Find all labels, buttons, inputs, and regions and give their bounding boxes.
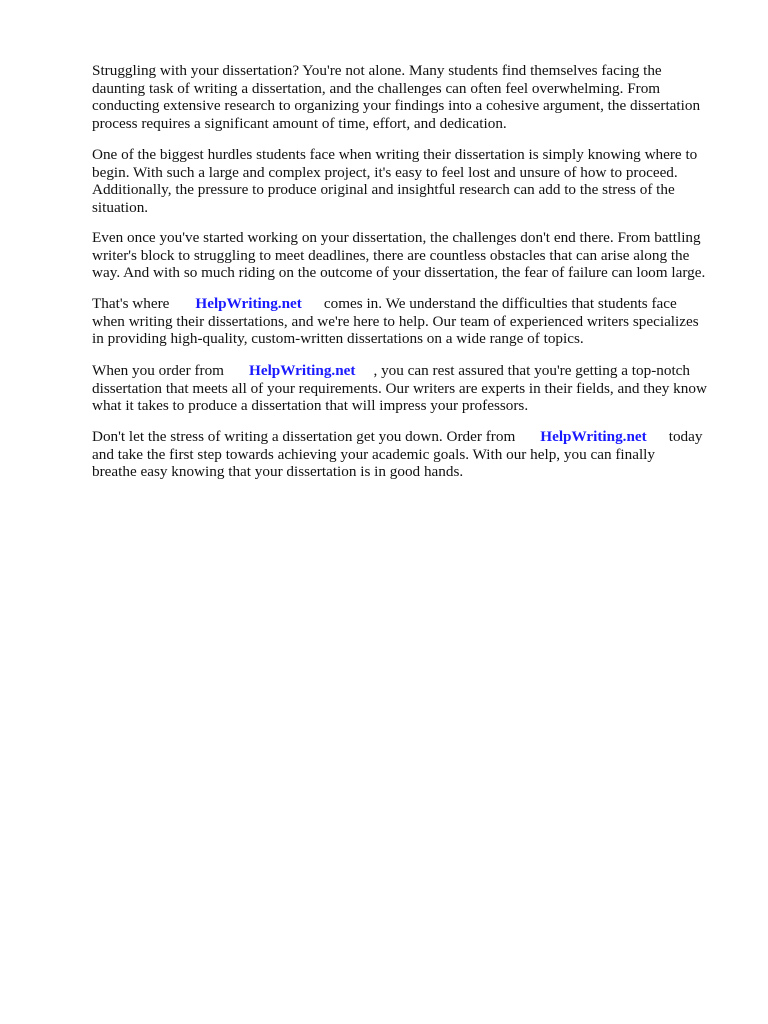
helpwriting-link[interactable]: HelpWriting.net: [249, 362, 356, 379]
paragraph-5-text-after: , you can rest assured that you're getting a top-notch: [373, 362, 691, 379]
paragraph-2: [92, 146, 722, 216]
paragraph-6-line-2: and take the first step towards achieving your academic goals. With our help, you can finally: [92, 445, 655, 463]
paragraph-1-line-2: daunting task of writing a dissertation, and the challenges can often feel overwhelming. From: [92, 79, 661, 97]
paragraph-6-line-1: [92, 428, 722, 446]
paragraph-4-line-3: in providing high-quality, custom-written dissertations on a wide range of topics.: [92, 330, 584, 347]
paragraph-3-line-3: way. And with so much riding on the outcome of your dissertation, the fear of failure can loom large.: [92, 264, 706, 281]
paragraph-1: [92, 62, 722, 132]
paragraph-4-line-2: when writing their dissertations, and we're here to help. Our team of experienced writers specializes: [92, 312, 699, 330]
paragraph-6: [92, 428, 722, 481]
paragraph-3-line-1: Even once you've started working on your dissertation, the challenges don't end there. From battling: [92, 229, 701, 246]
paragraph-3-line-2: writer's block to struggling to meet deadlines, there are countless obstacles that can arise along the: [92, 246, 690, 264]
paragraph-1-line-3: conducting extensive research to organizing your findings into a cohesive argument, the dissertation: [92, 97, 701, 114]
paragraph-4: [92, 295, 722, 348]
paragraph-4-text-before: That's where: [92, 295, 170, 312]
paragraph-5-line-2: dissertation that meets all of your requirements. Our writers are experts in their fields, and they know: [92, 379, 707, 397]
paragraph-2-line-2: begin. With such a large and complex project, it's easy to feel lost and unsure of how to proceed.: [92, 163, 678, 181]
paragraph-2-line-1: One of the biggest hurdles students face when writing their dissertation is simply knowing where to: [92, 146, 698, 163]
paragraph-6-text-before: Don't let the stress of writing a dissertation get you down. Order from: [92, 428, 516, 445]
paragraph-3: [92, 229, 722, 282]
paragraph-1-line-1: Struggling with your dissertation? You're not alone. Many students find themselves facing the: [92, 62, 662, 79]
paragraph-6-line-3: breathe easy knowing that your dissertation is in good hands.: [92, 463, 464, 480]
paragraph-5: [92, 362, 722, 415]
paragraph-5-line-3: what it takes to produce a dissertation that will impress your professors.: [92, 397, 529, 414]
paragraph-6-text-after: today: [668, 428, 703, 445]
paragraph-2-line-3: Additionally, the pressure to produce original and insightful research can add to the stress of the: [92, 181, 675, 198]
paragraph-4-text-after: comes in. We understand the difficulties that students face: [323, 295, 677, 312]
helpwriting-link[interactable]: HelpWriting.net: [195, 295, 302, 312]
paragraph-1-line-4: process requires a significant amount of time, effort, and dedication.: [92, 114, 507, 132]
paragraph-2-line-4: situation.: [92, 198, 149, 216]
helpwriting-link[interactable]: HelpWriting.net: [540, 428, 647, 445]
paragraph-5-text-before: When you order from: [92, 362, 225, 379]
paragraph-4-line-1: [92, 295, 722, 313]
paragraph-5-line-1: [92, 362, 722, 380]
